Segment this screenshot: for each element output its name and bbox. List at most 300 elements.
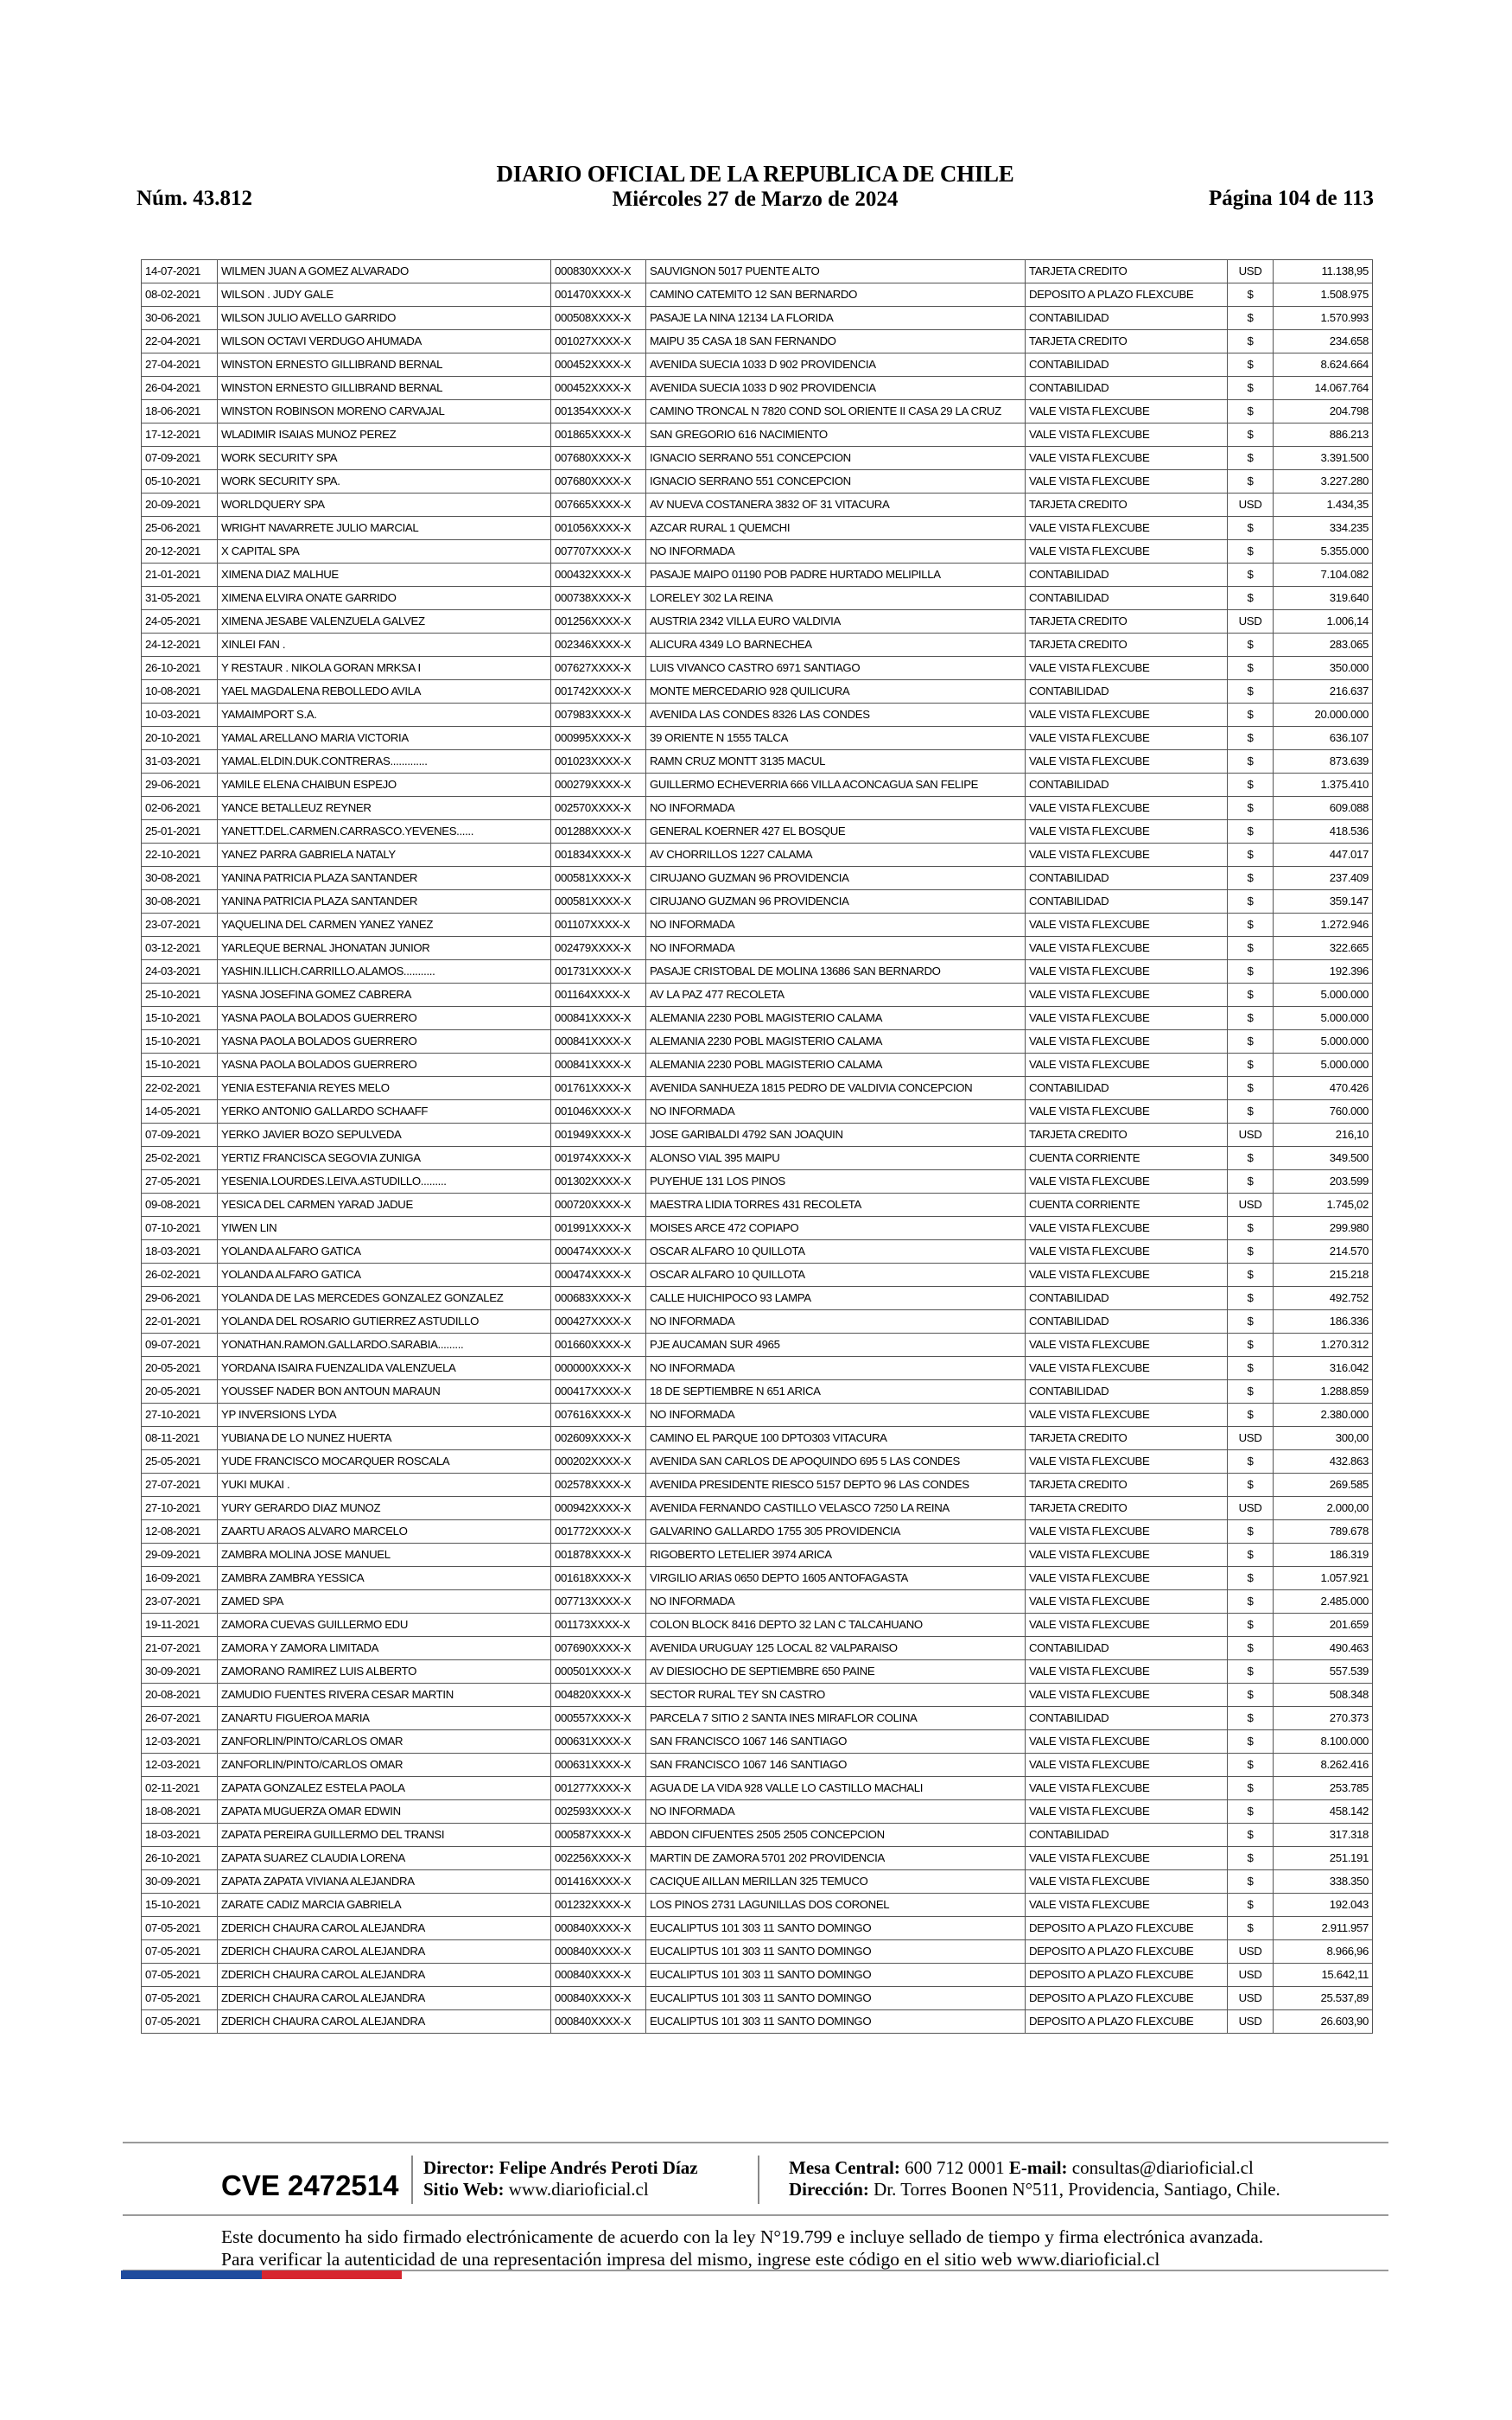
rut-cell: 001023XXXX-X bbox=[551, 750, 646, 774]
product-cell: TARJETA CREDITO bbox=[1026, 1427, 1228, 1450]
product-cell: CONTABILIDAD bbox=[1026, 680, 1228, 704]
amount-cell: 214.570 bbox=[1274, 1240, 1373, 1264]
rut-cell: 001834XXXX-X bbox=[551, 844, 646, 867]
name-cell: YASNA PAOLA BOLADOS GUERRERO bbox=[218, 1030, 551, 1054]
currency-cell: $ bbox=[1228, 1917, 1274, 1940]
currency-cell: $ bbox=[1228, 353, 1274, 377]
currency-cell: $ bbox=[1228, 1077, 1274, 1100]
address-cell: AVENIDA SUECIA 1033 D 902 PROVIDENCIA bbox=[646, 353, 1026, 377]
amount-cell: 1.288.859 bbox=[1274, 1380, 1373, 1404]
date-cell: 20-08-2021 bbox=[142, 1684, 218, 1707]
amount-cell: 319.640 bbox=[1274, 587, 1373, 610]
currency-cell: $ bbox=[1228, 634, 1274, 657]
product-cell: TARJETA CREDITO bbox=[1026, 610, 1228, 634]
rut-cell: 001660XXXX-X bbox=[551, 1334, 646, 1357]
table-row bbox=[142, 797, 1373, 820]
table-row bbox=[142, 1450, 1373, 1474]
name-cell: YANEZ PARRA GABRIELA NATALY bbox=[218, 844, 551, 867]
table-row bbox=[142, 587, 1373, 610]
table-row bbox=[142, 1380, 1373, 1404]
rut-cell: 007665XXXX-X bbox=[551, 494, 646, 517]
table-row bbox=[142, 984, 1373, 1007]
currency-cell: $ bbox=[1228, 914, 1274, 937]
amount-cell: 447.017 bbox=[1274, 844, 1373, 867]
date-cell: 02-11-2021 bbox=[142, 1777, 218, 1800]
date-cell: 25-10-2021 bbox=[142, 984, 218, 1007]
name-cell: YAMILE ELENA CHAIBUN ESPEJO bbox=[218, 774, 551, 797]
product-cell: VALE VISTA FLEXCUBE bbox=[1026, 1007, 1228, 1030]
date-cell: 15-10-2021 bbox=[142, 1894, 218, 1917]
rut-cell: 001354XXXX-X bbox=[551, 400, 646, 424]
rut-cell: 001878XXXX-X bbox=[551, 1544, 646, 1567]
amount-cell: 1.375.410 bbox=[1274, 774, 1373, 797]
currency-cell: $ bbox=[1228, 447, 1274, 470]
currency-cell: $ bbox=[1228, 1847, 1274, 1870]
amount-cell: 204.798 bbox=[1274, 400, 1373, 424]
product-cell: VALE VISTA FLEXCUBE bbox=[1026, 400, 1228, 424]
table-row bbox=[142, 657, 1373, 680]
amount-cell: 253.785 bbox=[1274, 1777, 1373, 1800]
name-cell: WORK SECURITY SPA bbox=[218, 447, 551, 470]
records-table-container bbox=[141, 259, 1372, 2034]
address-cell: NO INFORMADA bbox=[646, 1800, 1026, 1824]
table-row bbox=[142, 1310, 1373, 1334]
currency-cell: $ bbox=[1228, 1520, 1274, 1544]
name-cell: YONATHAN.RAMON.GALLARDO.SARABIA......... bbox=[218, 1334, 551, 1357]
currency-cell: $ bbox=[1228, 1217, 1274, 1240]
date-cell: 23-07-2021 bbox=[142, 1590, 218, 1614]
rut-cell: 001164XXXX-X bbox=[551, 984, 646, 1007]
date-cell: 07-10-2021 bbox=[142, 1217, 218, 1240]
amount-cell: 873.639 bbox=[1274, 750, 1373, 774]
currency-cell: $ bbox=[1228, 1450, 1274, 1474]
amount-cell: 470.426 bbox=[1274, 1077, 1373, 1100]
name-cell: XINLEI FAN . bbox=[218, 634, 551, 657]
currency-cell: $ bbox=[1228, 1544, 1274, 1567]
address-cell: IGNACIO SERRANO 551 CONCEPCION bbox=[646, 470, 1026, 494]
product-cell: TARJETA CREDITO bbox=[1026, 260, 1228, 283]
table-row bbox=[142, 1824, 1373, 1847]
currency-cell: $ bbox=[1228, 307, 1274, 330]
name-cell: ZDERICH CHAURA CAROL ALEJANDRA bbox=[218, 2010, 551, 2034]
address-cell: COLON BLOCK 8416 DEPTO 32 LAN C TALCAHUANO bbox=[646, 1614, 1026, 1637]
product-cell: VALE VISTA FLEXCUBE bbox=[1026, 1847, 1228, 1870]
date-cell: 30-09-2021 bbox=[142, 1870, 218, 1894]
amount-cell: 334.235 bbox=[1274, 517, 1373, 540]
address-cell: PUYEHUE 131 LOS PINOS bbox=[646, 1170, 1026, 1194]
table-row bbox=[142, 1800, 1373, 1824]
amount-cell: 269.585 bbox=[1274, 1474, 1373, 1497]
rut-cell: 007627XXXX-X bbox=[551, 657, 646, 680]
name-cell: ZAPATA PEREIRA GUILLERMO DEL TRANSI bbox=[218, 1824, 551, 1847]
footer-contact-block bbox=[789, 2157, 1280, 2200]
date-cell: 05-10-2021 bbox=[142, 470, 218, 494]
currency-cell: $ bbox=[1228, 1170, 1274, 1194]
table-row bbox=[142, 353, 1373, 377]
currency-cell: USD bbox=[1228, 1427, 1274, 1450]
rut-cell: 000557XXXX-X bbox=[551, 1707, 646, 1730]
address-cell: ALEMANIA 2230 POBL MAGISTERIO CALAMA bbox=[646, 1030, 1026, 1054]
table-row bbox=[142, 1614, 1373, 1637]
legal-notice: Este documento ha sido firmado electrónicamente de acuerdo con la ley N°19.799 e incluye sellado de tiempo y firma electrónica avanzada. Para verificar la autenticidad de una representación impresa del mismo, ingrese este código en el sitio web www.diarioficial.cl bbox=[221, 2226, 1264, 2270]
currency-cell: $ bbox=[1228, 1870, 1274, 1894]
amount-cell: 14.067.764 bbox=[1274, 377, 1373, 400]
address-cell: CAMINO TRONCAL N 7820 COND SOL ORIENTE II CASA 29 LA CRUZ bbox=[646, 400, 1026, 424]
currency-cell: $ bbox=[1228, 1380, 1274, 1404]
date-cell: 25-02-2021 bbox=[142, 1147, 218, 1170]
name-cell: YANETT.DEL.CARMEN.CARRASCO.YEVENES...... bbox=[218, 820, 551, 844]
table-row bbox=[142, 1660, 1373, 1684]
website-link[interactable]: www.diarioficial.cl bbox=[508, 2179, 649, 2200]
product-cell: CUENTA CORRIENTE bbox=[1026, 1147, 1228, 1170]
currency-cell: $ bbox=[1228, 1754, 1274, 1777]
address-cell: PASAJE MAIPO 01190 POB PADRE HURTADO MELIPILLA bbox=[646, 564, 1026, 587]
table-row bbox=[142, 1007, 1373, 1030]
amount-cell: 886.213 bbox=[1274, 424, 1373, 447]
currency-cell: $ bbox=[1228, 1660, 1274, 1684]
address-cell: EUCALIPTUS 101 303 11 SANTO DOMINGO bbox=[646, 1917, 1026, 1940]
date-cell: 08-02-2021 bbox=[142, 283, 218, 307]
date-cell: 20-05-2021 bbox=[142, 1357, 218, 1380]
rut-cell: 001865XXXX-X bbox=[551, 424, 646, 447]
footer-separator bbox=[411, 2156, 413, 2204]
date-cell: 22-02-2021 bbox=[142, 1077, 218, 1100]
currency-cell: $ bbox=[1228, 1730, 1274, 1754]
table-row bbox=[142, 1987, 1373, 2010]
rut-cell: 000841XXXX-X bbox=[551, 1054, 646, 1077]
amount-cell: 557.539 bbox=[1274, 1660, 1373, 1684]
amount-cell: 1.745,02 bbox=[1274, 1194, 1373, 1217]
address-cell: NO INFORMADA bbox=[646, 914, 1026, 937]
rut-cell: 001302XXXX-X bbox=[551, 1170, 646, 1194]
amount-cell: 2.911.957 bbox=[1274, 1917, 1373, 1940]
product-cell: DEPOSITO A PLAZO FLEXCUBE bbox=[1026, 1987, 1228, 2010]
amount-cell: 508.348 bbox=[1274, 1684, 1373, 1707]
currency-cell: $ bbox=[1228, 1800, 1274, 1824]
name-cell: ZAMORA Y ZAMORA LIMITADA bbox=[218, 1637, 551, 1660]
name-cell: YUKI MUKAI . bbox=[218, 1474, 551, 1497]
name-cell: ZAPATA GONZALEZ ESTELA PAOLA bbox=[218, 1777, 551, 1800]
amount-cell: 203.599 bbox=[1274, 1170, 1373, 1194]
product-cell: VALE VISTA FLEXCUBE bbox=[1026, 960, 1228, 984]
name-cell: YAEL MAGDALENA REBOLLEDO AVILA bbox=[218, 680, 551, 704]
date-cell: 17-12-2021 bbox=[142, 424, 218, 447]
table-row bbox=[142, 680, 1373, 704]
name-cell: ZDERICH CHAURA CAROL ALEJANDRA bbox=[218, 1987, 551, 2010]
currency-cell: $ bbox=[1228, 937, 1274, 960]
product-cell: CONTABILIDAD bbox=[1026, 377, 1228, 400]
address-cell: AVENIDA FERNANDO CASTILLO VELASCO 7250 LA REINA bbox=[646, 1497, 1026, 1520]
currency-cell: $ bbox=[1228, 330, 1274, 353]
address-cell: AVENIDA SUECIA 1033 D 902 PROVIDENCIA bbox=[646, 377, 1026, 400]
amount-cell: 26.603,90 bbox=[1274, 2010, 1373, 2034]
name-cell: ZARATE CADIZ MARCIA GABRIELA bbox=[218, 1894, 551, 1917]
table-row bbox=[142, 260, 1373, 283]
date-cell: 14-07-2021 bbox=[142, 260, 218, 283]
rut-cell: 001416XXXX-X bbox=[551, 1870, 646, 1894]
rut-cell: 001256XXXX-X bbox=[551, 610, 646, 634]
address-cell: LOS PINOS 2731 LAGUNILLAS DOS CORONEL bbox=[646, 1894, 1026, 1917]
table-row bbox=[142, 1474, 1373, 1497]
product-cell: VALE VISTA FLEXCUBE bbox=[1026, 727, 1228, 750]
product-cell: VALE VISTA FLEXCUBE bbox=[1026, 1754, 1228, 1777]
currency-cell: $ bbox=[1228, 960, 1274, 984]
rut-cell: 002479XXXX-X bbox=[551, 937, 646, 960]
rut-cell: 000581XXXX-X bbox=[551, 867, 646, 890]
rut-cell: 000840XXXX-X bbox=[551, 1940, 646, 1964]
name-cell: WILSON . JUDY GALE bbox=[218, 283, 551, 307]
rut-cell: 000508XXXX-X bbox=[551, 307, 646, 330]
name-cell: YAMAL.ELDIN.DUK.CONTRERAS............. bbox=[218, 750, 551, 774]
amount-cell: 789.678 bbox=[1274, 1520, 1373, 1544]
amount-cell: 432.863 bbox=[1274, 1450, 1373, 1474]
name-cell: YESICA DEL CARMEN YARAD JADUE bbox=[218, 1194, 551, 1217]
product-cell: CONTABILIDAD bbox=[1026, 1287, 1228, 1310]
product-cell: DEPOSITO A PLAZO FLEXCUBE bbox=[1026, 283, 1228, 307]
amount-cell: 1.508.975 bbox=[1274, 283, 1373, 307]
product-cell: CONTABILIDAD bbox=[1026, 564, 1228, 587]
currency-cell: $ bbox=[1228, 680, 1274, 704]
name-cell: ZAMORA CUEVAS GUILLERMO EDU bbox=[218, 1614, 551, 1637]
name-cell: WILSON JULIO AVELLO GARRIDO bbox=[218, 307, 551, 330]
rut-cell: 000840XXXX-X bbox=[551, 1987, 646, 2010]
rut-cell: 001731XXXX-X bbox=[551, 960, 646, 984]
table-row bbox=[142, 1194, 1373, 1217]
rut-cell: 000581XXXX-X bbox=[551, 890, 646, 914]
table-row bbox=[142, 867, 1373, 890]
amount-cell: 237.409 bbox=[1274, 867, 1373, 890]
currency-cell: $ bbox=[1228, 820, 1274, 844]
currency-cell: USD bbox=[1228, 1124, 1274, 1147]
table-row bbox=[142, 1637, 1373, 1660]
rut-cell: 001056XXXX-X bbox=[551, 517, 646, 540]
issue-date: Miércoles 27 de Marzo de 2024 bbox=[612, 188, 899, 211]
currency-cell: $ bbox=[1228, 1614, 1274, 1637]
table-row bbox=[142, 470, 1373, 494]
flag-blue-band bbox=[121, 2270, 262, 2279]
table-row bbox=[142, 1847, 1373, 1870]
table-row bbox=[142, 307, 1373, 330]
table-row bbox=[142, 1240, 1373, 1264]
currency-cell: $ bbox=[1228, 564, 1274, 587]
address-cell: GALVARINO GALLARDO 1755 305 PROVIDENCIA bbox=[646, 1520, 1026, 1544]
flag-stripe bbox=[121, 2270, 402, 2279]
address-cell: SAN GREGORIO 616 NACIMIENTO bbox=[646, 424, 1026, 447]
table-row bbox=[142, 1684, 1373, 1707]
address-cell: MONTE MERCEDARIO 928 QUILICURA bbox=[646, 680, 1026, 704]
date-cell: 30-08-2021 bbox=[142, 867, 218, 890]
product-cell: CONTABILIDAD bbox=[1026, 307, 1228, 330]
amount-cell: 8.262.416 bbox=[1274, 1754, 1373, 1777]
product-cell: VALE VISTA FLEXCUBE bbox=[1026, 844, 1228, 867]
rut-cell: 000501XXXX-X bbox=[551, 1660, 646, 1684]
address-cell: AV CHORRILLOS 1227 CALAMA bbox=[646, 844, 1026, 867]
date-cell: 20-09-2021 bbox=[142, 494, 218, 517]
currency-cell: $ bbox=[1228, 750, 1274, 774]
address-cell: AV NUEVA COSTANERA 3832 OF 31 VITACURA bbox=[646, 494, 1026, 517]
product-cell: CONTABILIDAD bbox=[1026, 353, 1228, 377]
name-cell: WILSON OCTAVI VERDUGO AHUMADA bbox=[218, 330, 551, 353]
name-cell: YURY GERARDO DIAZ MUNOZ bbox=[218, 1497, 551, 1520]
product-cell: CONTABILIDAD bbox=[1026, 1380, 1228, 1404]
product-cell: CONTABILIDAD bbox=[1026, 1310, 1228, 1334]
table-row bbox=[142, 1124, 1373, 1147]
currency-cell: $ bbox=[1228, 1707, 1274, 1730]
amount-cell: 359.147 bbox=[1274, 890, 1373, 914]
product-cell: VALE VISTA FLEXCUBE bbox=[1026, 1684, 1228, 1707]
date-cell: 21-07-2021 bbox=[142, 1637, 218, 1660]
address-cell: AV LA PAZ 477 RECOLETA bbox=[646, 984, 1026, 1007]
rut-cell: 001027XXXX-X bbox=[551, 330, 646, 353]
date-cell: 31-05-2021 bbox=[142, 587, 218, 610]
amount-cell: 458.142 bbox=[1274, 1800, 1373, 1824]
product-cell: VALE VISTA FLEXCUBE bbox=[1026, 1030, 1228, 1054]
rut-cell: 001991XXXX-X bbox=[551, 1217, 646, 1240]
amount-cell: 5.000.000 bbox=[1274, 1007, 1373, 1030]
currency-cell: $ bbox=[1228, 1894, 1274, 1917]
currency-cell: $ bbox=[1228, 1264, 1274, 1287]
currency-cell: $ bbox=[1228, 587, 1274, 610]
product-cell: VALE VISTA FLEXCUBE bbox=[1026, 1800, 1228, 1824]
rut-cell: 001232XXXX-X bbox=[551, 1894, 646, 1917]
date-cell: 09-08-2021 bbox=[142, 1194, 218, 1217]
currency-cell: $ bbox=[1228, 1100, 1274, 1124]
table-row bbox=[142, 1497, 1373, 1520]
address-value: Dr. Torres Boonen N°511, Providencia, Santiago, Chile. bbox=[874, 2179, 1280, 2200]
amount-cell: 300,00 bbox=[1274, 1427, 1373, 1450]
currency-cell: $ bbox=[1228, 1240, 1274, 1264]
product-cell: DEPOSITO A PLAZO FLEXCUBE bbox=[1026, 2010, 1228, 2034]
currency-cell: $ bbox=[1228, 774, 1274, 797]
rut-cell: 001173XXXX-X bbox=[551, 1614, 646, 1637]
currency-cell: $ bbox=[1228, 1684, 1274, 1707]
product-cell: VALE VISTA FLEXCUBE bbox=[1026, 704, 1228, 727]
rut-cell: 000942XXXX-X bbox=[551, 1497, 646, 1520]
address-cell: EUCALIPTUS 101 303 11 SANTO DOMINGO bbox=[646, 1940, 1026, 1964]
address-cell: RAMN CRUZ MONTT 3135 MACUL bbox=[646, 750, 1026, 774]
records-table-body bbox=[142, 260, 1373, 2034]
name-cell: YANCE BETALLEUZ REYNER bbox=[218, 797, 551, 820]
amount-cell: 636.107 bbox=[1274, 727, 1373, 750]
name-cell: YASNA JOSEFINA GOMEZ CABRERA bbox=[218, 984, 551, 1007]
amount-cell: 299.980 bbox=[1274, 1217, 1373, 1240]
rut-cell: 007680XXXX-X bbox=[551, 447, 646, 470]
product-cell: CONTABILIDAD bbox=[1026, 1707, 1228, 1730]
currency-cell: USD bbox=[1228, 610, 1274, 634]
amount-cell: 20.000.000 bbox=[1274, 704, 1373, 727]
name-cell: YORDANA ISAIRA FUENZALIDA VALENZUELA bbox=[218, 1357, 551, 1380]
name-cell: YOLANDA ALFARO GATICA bbox=[218, 1264, 551, 1287]
amount-cell: 8.100.000 bbox=[1274, 1730, 1373, 1754]
product-cell: VALE VISTA FLEXCUBE bbox=[1026, 1170, 1228, 1194]
flag-red-band bbox=[262, 2270, 403, 2279]
name-cell: ZAARTU ARAOS ALVARO MARCELO bbox=[218, 1520, 551, 1544]
footer-director-block bbox=[423, 2157, 698, 2200]
amount-cell: 338.350 bbox=[1274, 1870, 1373, 1894]
product-cell: VALE VISTA FLEXCUBE bbox=[1026, 1730, 1228, 1754]
product-cell: VALE VISTA FLEXCUBE bbox=[1026, 1264, 1228, 1287]
amount-cell: 3.227.280 bbox=[1274, 470, 1373, 494]
address-cell: ABDON CIFUENTES 2505 2505 CONCEPCION bbox=[646, 1824, 1026, 1847]
table-row bbox=[142, 1707, 1373, 1730]
product-cell: VALE VISTA FLEXCUBE bbox=[1026, 1450, 1228, 1474]
product-cell: VALE VISTA FLEXCUBE bbox=[1026, 1404, 1228, 1427]
date-cell: 26-07-2021 bbox=[142, 1707, 218, 1730]
product-cell: VALE VISTA FLEXCUBE bbox=[1026, 937, 1228, 960]
amount-cell: 1.272.946 bbox=[1274, 914, 1373, 937]
amount-cell: 316.042 bbox=[1274, 1357, 1373, 1380]
currency-cell: $ bbox=[1228, 377, 1274, 400]
date-cell: 12-03-2021 bbox=[142, 1754, 218, 1777]
date-cell: 15-10-2021 bbox=[142, 1007, 218, 1030]
table-row bbox=[142, 1427, 1373, 1450]
rut-cell: 000474XXXX-X bbox=[551, 1264, 646, 1287]
amount-cell: 5.000.000 bbox=[1274, 984, 1373, 1007]
table-row bbox=[142, 727, 1373, 750]
date-cell: 18-03-2021 bbox=[142, 1824, 218, 1847]
table-row bbox=[142, 844, 1373, 867]
name-cell: YANINA PATRICIA PLAZA SANTANDER bbox=[218, 890, 551, 914]
name-cell: YERTIZ FRANCISCA SEGOVIA ZUNIGA bbox=[218, 1147, 551, 1170]
address-cell: CAMINO EL PARQUE 100 DPTO303 VITACURA bbox=[646, 1427, 1026, 1450]
header-center bbox=[137, 161, 1374, 213]
date-cell: 29-09-2021 bbox=[142, 1544, 218, 1567]
address-cell: MARTIN DE ZAMORA 5701 202 PROVIDENCIA bbox=[646, 1847, 1026, 1870]
table-row bbox=[142, 1404, 1373, 1427]
product-cell: VALE VISTA FLEXCUBE bbox=[1026, 517, 1228, 540]
name-cell: WILMEN JUAN A GOMEZ ALVARADO bbox=[218, 260, 551, 283]
date-cell: 26-02-2021 bbox=[142, 1264, 218, 1287]
rut-cell: 000202XXXX-X bbox=[551, 1450, 646, 1474]
date-cell: 07-09-2021 bbox=[142, 447, 218, 470]
address-cell: PASAJE LA NINA 12134 LA FLORIDA bbox=[646, 307, 1026, 330]
amount-cell: 350.000 bbox=[1274, 657, 1373, 680]
product-cell: VALE VISTA FLEXCUBE bbox=[1026, 1240, 1228, 1264]
rut-cell: 000841XXXX-X bbox=[551, 1007, 646, 1030]
name-cell: YAQUELINA DEL CARMEN YANEZ YANEZ bbox=[218, 914, 551, 937]
email-link[interactable]: consultas@diarioficial.cl bbox=[1071, 2157, 1254, 2178]
name-cell: YENIA ESTEFANIA REYES MELO bbox=[218, 1077, 551, 1100]
rut-cell: 000474XXXX-X bbox=[551, 1240, 646, 1264]
product-cell: VALE VISTA FLEXCUBE bbox=[1026, 1590, 1228, 1614]
date-cell: 20-12-2021 bbox=[142, 540, 218, 564]
product-cell: VALE VISTA FLEXCUBE bbox=[1026, 1544, 1228, 1567]
address-cell: MOISES ARCE 472 COPIAPO bbox=[646, 1217, 1026, 1240]
address-cell: CACIQUE AILLAN MERILLAN 325 TEMUCO bbox=[646, 1870, 1026, 1894]
product-cell: DEPOSITO A PLAZO FLEXCUBE bbox=[1026, 1964, 1228, 1987]
name-cell: YOLANDA DEL ROSARIO GUTIERREZ ASTUDILLO bbox=[218, 1310, 551, 1334]
date-cell: 07-09-2021 bbox=[142, 1124, 218, 1147]
date-cell: 18-08-2021 bbox=[142, 1800, 218, 1824]
name-cell: YERKO JAVIER BOZO SEPULVEDA bbox=[218, 1124, 551, 1147]
product-cell: VALE VISTA FLEXCUBE bbox=[1026, 1520, 1228, 1544]
rut-cell: 007616XXXX-X bbox=[551, 1404, 646, 1427]
address-cell: PASAJE CRISTOBAL DE MOLINA 13686 SAN BERNARDO bbox=[646, 960, 1026, 984]
address-cell: AV DIESIOCHO DE SEPTIEMBRE 650 PAINE bbox=[646, 1660, 1026, 1684]
address-cell: AUSTRIA 2342 VILLA EURO VALDIVIA bbox=[646, 610, 1026, 634]
name-cell: WINSTON ERNESTO GILLIBRAND BERNAL bbox=[218, 377, 551, 400]
amount-cell: 192.043 bbox=[1274, 1894, 1373, 1917]
table-row bbox=[142, 610, 1373, 634]
name-cell: X CAPITAL SPA bbox=[218, 540, 551, 564]
address-cell: CIRUJANO GUZMAN 96 PROVIDENCIA bbox=[646, 867, 1026, 890]
date-cell: 31-03-2021 bbox=[142, 750, 218, 774]
date-cell: 14-05-2021 bbox=[142, 1100, 218, 1124]
name-cell: ZANFORLIN/PINTO/CARLOS OMAR bbox=[218, 1754, 551, 1777]
product-cell: VALE VISTA FLEXCUBE bbox=[1026, 540, 1228, 564]
table-row bbox=[142, 283, 1373, 307]
currency-cell: $ bbox=[1228, 283, 1274, 307]
